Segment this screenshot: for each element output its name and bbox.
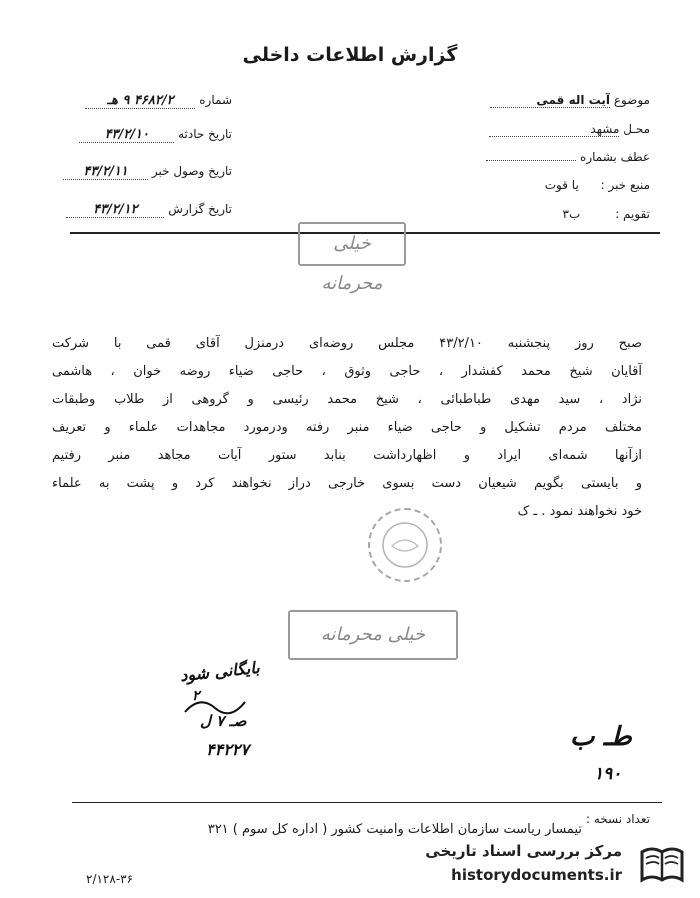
number-value: ۴۶۸۲/۲ ۹ هـ (85, 93, 195, 109)
reference-label: عطف بشماره (580, 150, 650, 164)
report-date-label: تاریخ گزارش (168, 202, 232, 216)
event-date-row (79, 127, 232, 143)
signature-scribble-icon (180, 690, 250, 720)
place-label: محـل (623, 122, 650, 136)
classification-stamp-bottom: خیلی محرمانه (288, 610, 458, 660)
reference-value (486, 160, 576, 161)
receipt-date-value: ۴۳/۲/۱۱ (63, 164, 148, 180)
place-row (489, 122, 650, 137)
footer-divider (72, 802, 662, 803)
watermark-url: historydocuments.ir (451, 866, 622, 884)
source-value: یا قوت (544, 178, 579, 192)
source-label: منبع خبر : (600, 178, 650, 192)
copies-label: تعداد نسخه : (585, 812, 650, 826)
subject-row (490, 93, 650, 108)
watermark-title: مرکز بررسی اسناد تاریخی (425, 842, 622, 860)
round-seal (368, 508, 442, 582)
report-date-row (66, 202, 232, 218)
report-date-value: ۴۳/۲/۱۲ (66, 202, 164, 218)
seal-graphic-icon (370, 510, 440, 580)
handwritten-signature: صـ ۷ ل (200, 712, 247, 730)
body-line-2: آقایان شیخ محمد کفشدار ، حاجی وثوق ، حاجی ضیاء روضه خوان ، هاشمی (52, 364, 642, 379)
watermark (425, 840, 694, 890)
margin-handwriting: طـ ب (570, 722, 632, 752)
assessment-row (531, 207, 650, 221)
body-line-6: و بایستی بگویم شیعیان دست بسوی خارجی دراز نخواهند کرد و پشت به علماء (52, 476, 642, 491)
distribution-text: تیمسار ریاست سازمان اطلاعات وامنیت کشور ( اداره کل سوم ) ۳۲۱ (207, 822, 582, 837)
book-logo-icon (638, 844, 686, 888)
assessment-value: ب۳ (562, 207, 581, 221)
number-label: شماره (199, 93, 232, 107)
handwritten-archive-note: بایگانی شود (179, 657, 261, 686)
margin-number: ۱۹۰ (594, 764, 622, 784)
body-line-3: نژاد ، سید مهدی طباطبائی ، شیخ محمد رئیسی و گروهی از طلاب وطبقات (52, 392, 642, 407)
place-value: مشهد (489, 122, 619, 137)
event-date-value: ۴۳/۲/۱۰ (79, 127, 174, 143)
handwritten-code: ۴۴۲۲۷ (206, 740, 249, 759)
assessment-label: تقویم : (615, 207, 650, 221)
body-line-5: ازآنها شمه‌ای ایراد و اظهارداشت بنابد ستور آیات مجاهد منبر رفتیم (52, 448, 642, 463)
body-line-4: مختلف مردم تشکیل و حاجی ضیاء منبر رفته ودرمورد مجاهدات علماء و تعریف (52, 420, 642, 435)
body-line-1: صبح روز پنجشنبه ۴۳/۲/۱۰ مجلس روضه‌ای درمنزل آقای قمی با شرکت (52, 336, 642, 351)
receipt-date-row (63, 164, 232, 180)
event-date-label: تاریخ حادثه (178, 127, 232, 141)
handwritten-number: ۲ (192, 688, 200, 704)
number-row (85, 93, 232, 109)
classification-stamp-top: خیلی محرمانه (298, 222, 406, 266)
reference-row (486, 150, 650, 164)
subject-value: آیت اله قمی (490, 93, 610, 108)
document-code: ۲/۱۲۸-۳۶ (86, 872, 134, 886)
receipt-date-label: تاریخ وصول خبر (151, 164, 232, 178)
body-line-7: خود نخواهند نمود . ـ ک (517, 504, 642, 519)
document-title: گزارش اطلاعات داخلی (242, 44, 458, 66)
source-row (527, 178, 650, 192)
subject-label: موضوع (613, 93, 650, 107)
